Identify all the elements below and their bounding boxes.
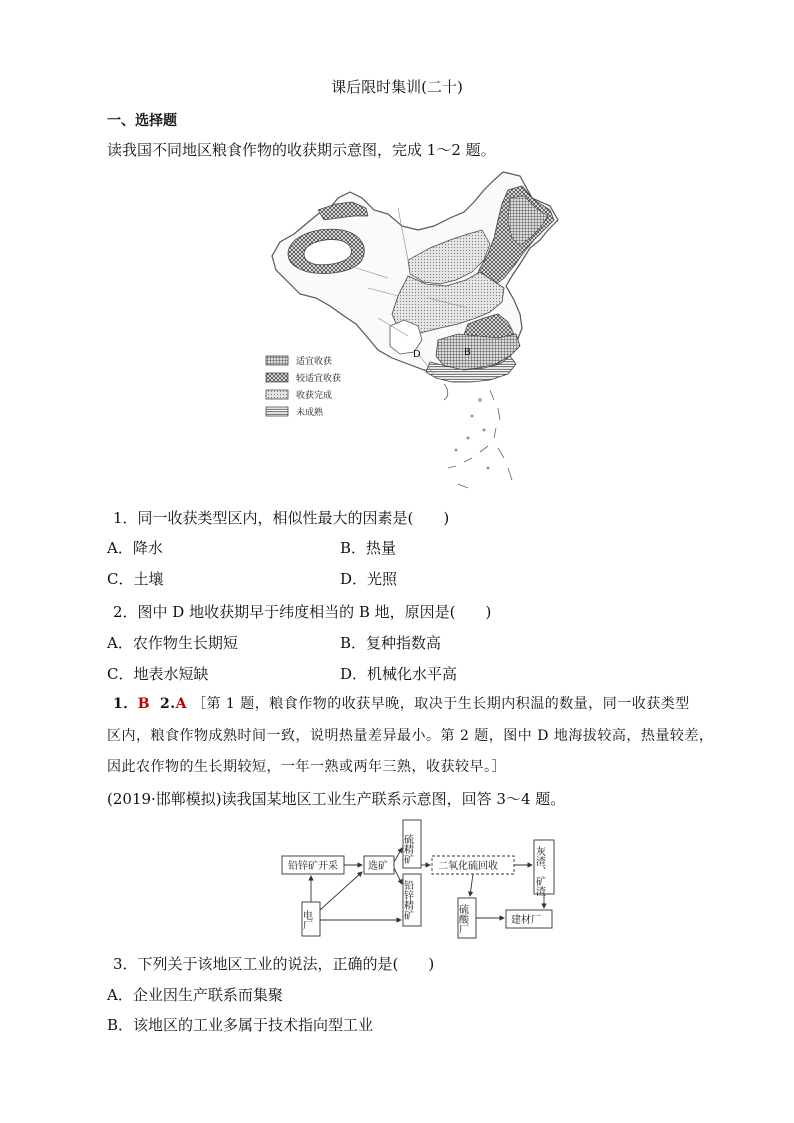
legend-label-4: 未成熟 xyxy=(296,408,324,418)
flow-building: 建材厂 xyxy=(511,915,541,926)
flow-so2: 二氧化硫回收 xyxy=(438,861,498,872)
legend-label-1: 适宜收获 xyxy=(296,357,333,367)
flow-acid: 硫酸厂 xyxy=(456,904,468,934)
intro-text-1: 读我国不同地区粮食作物的收获期示意图，完成 1～2 题。 xyxy=(107,141,496,159)
q3-option-a: A．企业因生产联系而集聚 xyxy=(107,986,283,1004)
q3-stem: 3．下列关于该地区工业的说法，正确的是( ) xyxy=(113,955,435,973)
legend-label-3: 收获完成 xyxy=(296,391,333,401)
q2-option-a: A．农作物生长期短 xyxy=(107,634,238,652)
answer-1: B xyxy=(137,696,151,712)
q2-stem: 2．图中 D 地收获期早于纬度相当的 B 地，原因是( ) xyxy=(113,603,492,621)
q1-option-a: A．降水 xyxy=(107,539,163,557)
map-legend xyxy=(266,355,341,418)
explanation-line-3: 因此农作物的生长期较短，一年一熟或两年三熟，收获较早。］ xyxy=(107,759,506,775)
q2-option-d: D．机械化水平高 xyxy=(340,665,458,683)
south-sea-islands xyxy=(448,390,512,488)
map-label-b: B xyxy=(464,347,471,358)
flow-dressing: 选矿 xyxy=(368,861,388,872)
q1-option-d: D．光照 xyxy=(340,570,398,588)
answer-line-1 xyxy=(113,694,690,714)
explanation-line-2: 区内，粮食作物成熟时间一致，说明热量差异最小。第 2 题，图中 D 地海拔较高，热量较差， xyxy=(107,728,714,744)
explanation-line-1: ［第 1 题，粮食作物的收获早晚，取决于生长期内积温的数量，同一收获类型 xyxy=(191,696,690,712)
page-title: 课后限时集训(二十) xyxy=(331,78,463,96)
flow-leadzinc: 铅锌精矿 xyxy=(401,880,413,920)
answer-num-1: 1． xyxy=(113,696,138,712)
harvest-map xyxy=(258,168,570,496)
q2-option-b: B．复种指数高 xyxy=(340,634,442,652)
q1-stem: 1．同一收获类型区内，相似性最大的因素是( ) xyxy=(113,509,450,527)
q3-option-b: B．该地区的工业多属于技术指向型工业 xyxy=(107,1016,374,1034)
flow-slag: 灰渣、矿渣 xyxy=(533,846,545,896)
intro-text-2: (2019·邯郸模拟)读我国某地区工业生产联系示意图，回答 3～4 题。 xyxy=(107,790,566,808)
q1-option-c: C．土壤 xyxy=(107,570,164,588)
q1-option-b: B．热量 xyxy=(340,539,397,557)
flow-power: 电厂 xyxy=(300,910,312,930)
flow-mining: 铅锌矿开采 xyxy=(288,861,338,872)
legend-label-2: 较适宜收获 xyxy=(296,374,342,384)
section-heading: 一、选择题 xyxy=(107,113,177,129)
answer-2: A xyxy=(175,696,187,712)
industry-flow-diagram xyxy=(278,818,558,942)
flow-sulfur: 硫精矿 xyxy=(401,834,413,864)
answer-num-2: 2. xyxy=(160,696,176,712)
map-label-d: D xyxy=(413,349,421,360)
q2-option-c: C．地表水短缺 xyxy=(107,665,209,683)
